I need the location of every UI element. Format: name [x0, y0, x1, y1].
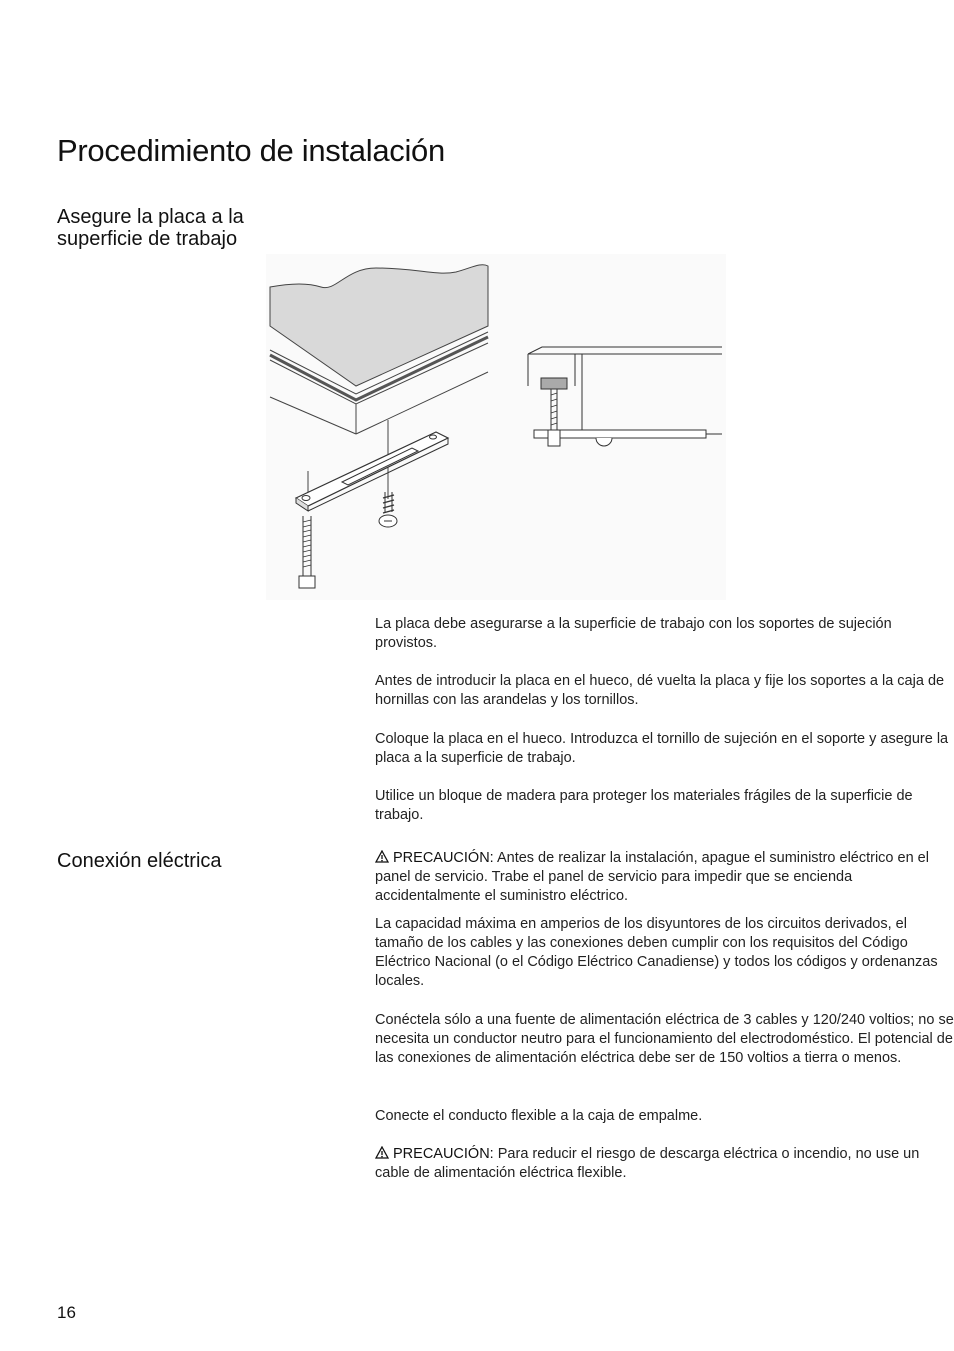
section-1-text — [375, 615, 954, 653]
section-2-text — [375, 915, 954, 991]
section-2-text — [375, 1107, 954, 1126]
caution-label: PRECAUCIÓN: — [393, 850, 494, 866]
warning-triangle-icon — [375, 1146, 389, 1159]
heading-line-2: superficie de trabajo — [57, 228, 238, 250]
paragraph: La placa debe asegurarse a la superficie de trabajo con los soportes de sujeción provistos. — [375, 616, 892, 651]
caution-text: Antes de realizar la instalación, apague el suministro eléctrico en el panel de servicio. Trabe el panel de servicio para impedir que se encienda accidentalmente el suministro eléctrico. — [375, 850, 929, 904]
section-heading-secure-cooktop — [57, 206, 317, 250]
caution-block-1 — [375, 849, 954, 906]
paragraph: Utilice un bloque de madera para proteger los materiales frágiles de la superficie de trabajo. — [375, 788, 913, 823]
warning-triangle-icon — [375, 850, 389, 863]
page-title: Procedimiento de instalación — [57, 133, 445, 168]
paragraph: Conéctela sólo a una fuente de alimentación eléctrica de 3 cables y 120/240 voltios; no se necesita un conductor neutro para el funcionamiento del electrodoméstico. El potencial de las conexiones de alimentación eléctrica debe ser de 150 voltios a tierra o menos. — [375, 1012, 954, 1066]
section-1-text — [375, 672, 954, 710]
caution-label: PRECAUCIÓN: — [393, 1146, 494, 1162]
caution-block-2 — [375, 1145, 954, 1183]
heading-line-1: Asegure la placa a la — [57, 206, 244, 228]
section-1-text — [375, 787, 954, 825]
paragraph: Coloque la placa en el hueco. Introduzca el tornillo de sujeción en el soporte y asegure la placa a la superficie de trabajo. — [375, 731, 949, 766]
section-1-text — [375, 730, 954, 768]
section-heading-electrical: Conexión eléctrica — [57, 850, 222, 872]
paragraph: Conecte el conducto flexible a la caja de empalme. — [375, 1108, 703, 1124]
section-2-text — [375, 1011, 954, 1068]
installation-diagram — [266, 254, 726, 600]
paragraph: Antes de introducir la placa en el hueco, dé vuelta la placa y fije los soportes a la caja de hornillas con las arandelas y los tornillos. — [375, 673, 945, 708]
page-number: 16 — [57, 1303, 76, 1322]
caution-text: Para reducir el riesgo de descarga eléctrica o incendio, no use un cable de alimentación eléctrica flexible. — [375, 1146, 920, 1181]
paragraph: La capacidad máxima en amperios de los disyuntores de los circuitos derivados, el tamaño de los cables y las conexiones deben cumplir con los requisitos del Código Eléctrico Nacional (o el Código Eléctrico Canadiense) y todos los códigos y ordenanzas locales. — [375, 916, 938, 989]
